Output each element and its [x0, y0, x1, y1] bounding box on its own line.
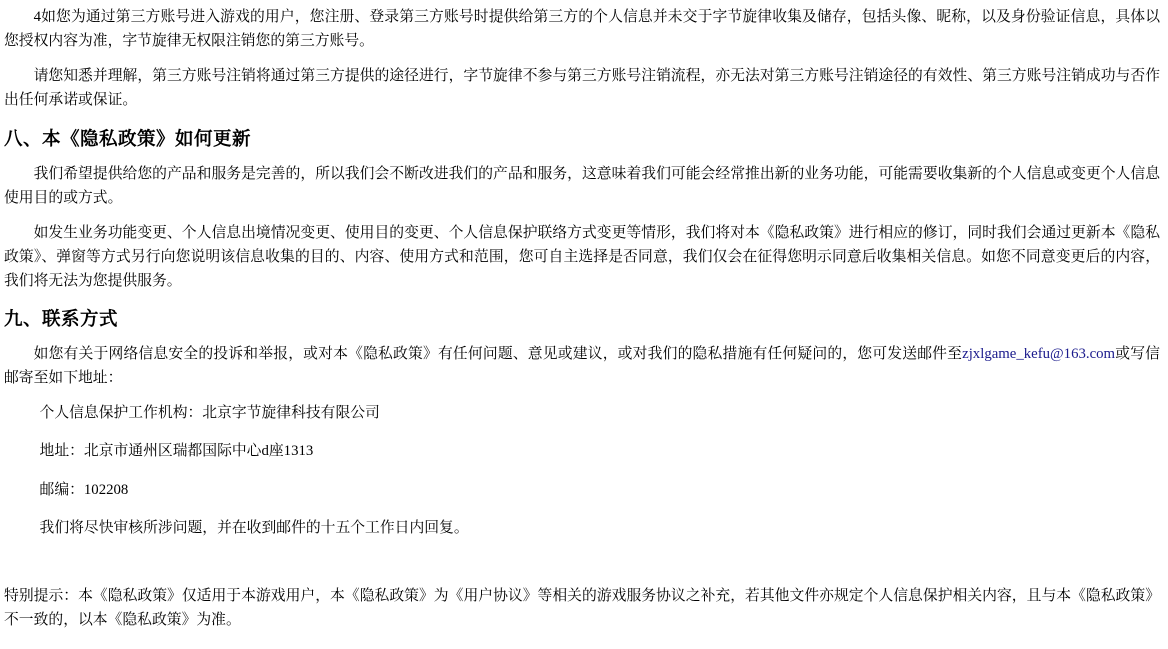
contact-intro-before-email: 如您有关于网络信息安全的投诉和举报，或对本《隐私政策》有任何问题、意见或建议，或对我们的隐私措施有任何疑问的，您可发送邮件至 — [33, 346, 963, 363]
contact-address: 地址：北京市通州区瑞都国际中心d座1313 — [39, 443, 314, 460]
contact-response-time: 我们将尽快审核所涉问题，并在收到邮件的十五个工作日内回复。 — [39, 519, 469, 536]
section-spacer — [4, 555, 1160, 585]
section-heading-nine: 九、联系方式 — [4, 310, 119, 331]
section-heading-eight: 八、本《隐私政策》如何更新 — [4, 129, 252, 150]
paragraph-policy-update-revision: 如发生业务功能变更、个人信息出境情况变更、使用目的变更、个人信息保护联络方式变更等情形，我们将对本《隐私政策》进行相应的修订，同时我们会通过更新本《隐私政策》、弹窗等方式另行向您说明该信息收集的目的、内容、使用方式和范围，您可自主选择是否同意，我们仅会在征得您明示同意后收集相关信息。如您不同意变更后的内容，我们将无法为您提供服务。 — [4, 224, 1160, 289]
paragraph-contact-intro — [4, 343, 1160, 391]
paragraph-third-party-account-info: 4如您为通过第三方账号进入游戏的用户，您注册、登录第三方账号时提供给第三方的个人信息并未交于字节旋律收集及储存，包括头像、昵称，以及身份验证信息，具体以您授权内容为准，字节旋律无权限注销您的第三方账号。 — [4, 9, 1160, 49]
contact-organization: 个人信息保护工作机构：北京字节旋律科技有限公司 — [39, 405, 380, 422]
special-notice: 特别提示：本《隐私政策》仅适用于本游戏用户，本《隐私政策》为《用户协议》等相关的游戏服务协议之补充，若其他文件亦规定个人信息保护相关内容，且与本《隐私政策》不一致的，以本《隐私政策》为准。 — [4, 587, 1160, 628]
contact-intro-after-email: 或写信邮寄至如下地址： — [4, 346, 1160, 387]
contact-details-block — [4, 402, 1160, 539]
contact-email-link[interactable]: zjxlgame_kefu@163.com — [962, 346, 1116, 363]
paragraph-third-party-account-cancellation: 请您知悉并理解，第三方账号注销将通过第三方提供的途径进行，字节旋律不参与第三方账号注销流程，亦无法对第三方账号注销途径的有效性、第三方账号注销成功与否作出任何承诺或保证。 — [4, 67, 1160, 108]
paragraph-policy-update-improve: 我们希望提供给您的产品和服务是完善的，所以我们会不断改进我们的产品和服务，这意味着我们可能会经常推出新的业务功能，可能需要收集新的个人信息或变更个人信息使用目的或方式。 — [4, 165, 1160, 206]
contact-postcode: 邮编：102208 — [39, 481, 129, 498]
